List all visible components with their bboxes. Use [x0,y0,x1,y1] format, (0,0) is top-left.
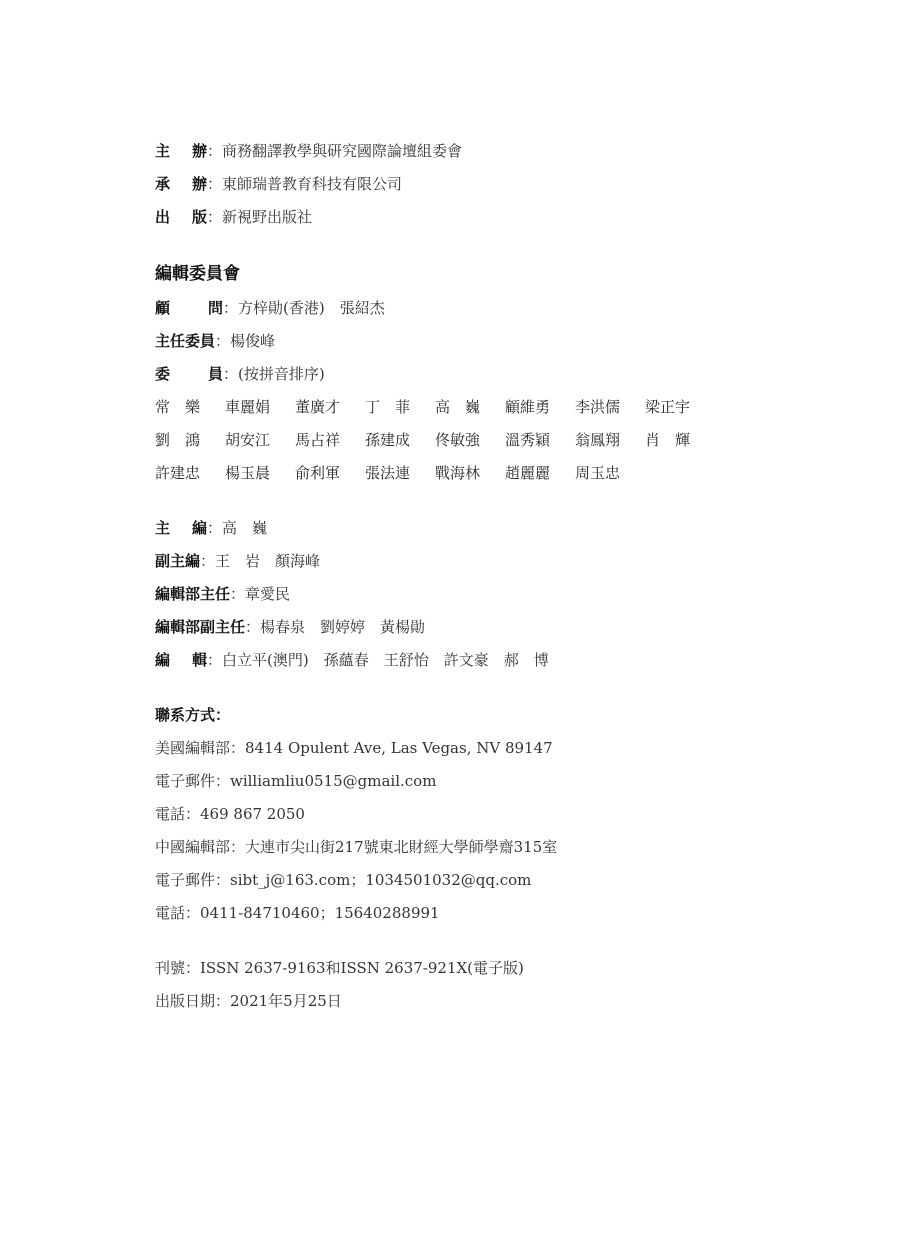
dept-head-line [155,583,855,616]
editors-block [155,517,855,682]
committee-title: 編輯委員會 [155,264,240,284]
editor-label: 編 輯 [155,651,207,669]
member-name: 董廣才 [295,398,341,416]
host-line [155,140,855,173]
publisher-line [155,206,855,239]
contact-title: 聯系方式： [155,706,231,724]
organizer-block [155,140,855,239]
deputy-editor-label: 副主編 [155,552,201,570]
us-phone: 電話：469 867 2050 [155,805,305,823]
chief-editor-label: 主 編 [155,519,207,537]
cn-phone: 電話：0411-84710460；15640288991 [155,904,440,922]
co-organizer-value: ：東師瑞普教育科技有限公司 [207,175,403,193]
dept-head-label: 編輯部主任 [155,585,231,603]
deputy-editor-value: ：王 岩 顏海峰 [200,552,321,570]
advisor-line [155,297,855,330]
dept-deputy-value: ：楊春泉 劉婷婷 黃楊勛 [245,618,426,636]
us-office: 美國編輯部：8414 Opulent Ave, Las Vegas, NV 89147 [155,739,553,757]
member-name: 佟敏強 [435,431,481,449]
colophon-page [155,140,855,1023]
member-line [155,363,855,396]
members-row-1 [155,396,855,429]
member-name: 梁正宇 [645,398,691,416]
member-name: 俞利軍 [295,464,341,482]
dept-deputy-label: 編輯部副主任 [155,618,246,636]
cn-office: 中國編輯部：大連市尖山街217號東北財經大學師學齋315室 [155,838,558,856]
chair-value: ：楊俊峰 [215,332,276,350]
advisor-label: 顧 問 [155,299,223,317]
member-value: ：(按拼音排序) [223,365,325,383]
member-label: 委 員 [155,365,223,383]
member-name: 趙麗麗 [505,464,551,482]
member-name: 許建忠 [155,464,201,482]
dept-deputy-line [155,616,855,649]
publication-block [155,957,855,1023]
chief-editor-value: ：高 巍 [207,519,268,537]
member-name: 胡安江 [225,431,271,449]
members-row-2 [155,429,855,462]
member-name: 周玉忠 [575,464,621,482]
host-label: 主 辦 [155,142,207,160]
dept-head-value: ：章愛民 [230,585,291,603]
member-name: 劉 鴻 [155,431,201,449]
member-name: 肖 輝 [645,431,691,449]
member-name: 馬占祥 [295,431,341,449]
member-name: 李洪儒 [575,398,621,416]
member-name: 高 巍 [435,398,481,416]
member-name: 楊玉晨 [225,464,271,482]
us-email: 電子郵件：williamliu0515@gmail.com [155,772,437,790]
member-name: 丁 菲 [365,398,411,416]
members-row-3 [155,462,855,495]
deputy-editor-line [155,550,855,583]
member-name: 車麗娟 [225,398,271,416]
committee-block [155,263,855,495]
member-name: 孫建成 [365,431,411,449]
publisher-value: ：新視野出版社 [207,208,313,226]
co-organizer-line [155,173,855,206]
chair-label: 主任委員 [155,332,216,350]
publisher-label: 出 版 [155,208,207,226]
contact-block [155,704,855,935]
co-organizer-label: 承 辦 [155,175,207,193]
member-name: 戰海林 [435,464,481,482]
editor-line [155,649,855,682]
issn-line: 刊號：ISSN 2637-9163和ISSN 2637-921X(電子版) [155,959,524,977]
member-name: 顧維勇 [505,398,551,416]
chair-line [155,330,855,363]
editor-value: ：白立平(澳門) 孫蘊春 王舒怡 許文豪 郝 博 [207,651,549,669]
host-value: ：商務翻譯教學與研究國際論壇組委會 [207,142,463,160]
advisor-value: ：方梓勛(香港) 張紹杰 [223,299,385,317]
cn-email: 電子郵件：sibt_j@163.com；1034501032@qq.com [155,871,532,889]
member-name: 張法連 [365,464,411,482]
member-name: 翁鳳翔 [575,431,621,449]
member-name: 常 樂 [155,398,201,416]
chief-editor-line [155,517,855,550]
member-name: 溫秀穎 [505,431,551,449]
publication-date: 出版日期：2021年5月25日 [155,992,342,1010]
